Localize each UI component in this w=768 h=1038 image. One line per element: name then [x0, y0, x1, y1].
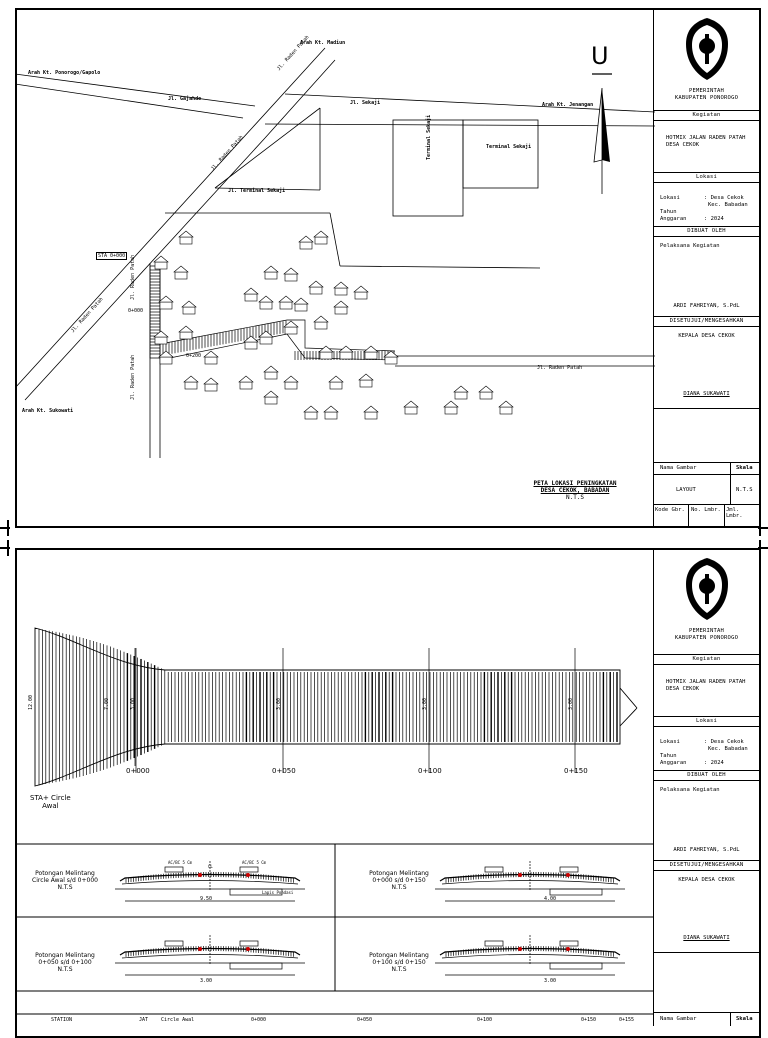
kegiatan-value — [654, 120, 759, 172]
strip-2: Circle Awal — [161, 1017, 195, 1023]
pelaksana-name: ARDI FAHRIYAN, S.PdL — [673, 303, 740, 309]
lokasi2-label: Lokasi — [660, 739, 680, 745]
north-arrow-icon — [590, 72, 614, 202]
station-0000: 0+000 — [126, 767, 150, 775]
house-icons — [154, 231, 513, 419]
building-label-terminal-1: Terminal Sekaji — [426, 114, 432, 160]
kepala-name: DIANA SUKAWATI — [683, 391, 730, 397]
tahun2-label: Tahun Anggaran — [660, 753, 687, 766]
width-mid4: 3.00 — [422, 697, 428, 710]
tahun2-val: : 2024 — [704, 760, 724, 766]
kegiatan2-line2: DESA CEKOK — [666, 686, 700, 692]
section-caption-4 — [356, 952, 442, 973]
org-name-2 — [654, 628, 759, 642]
no-lmbr-label: No. Lmbr. — [691, 507, 721, 513]
kegiatan-line1: HOTMIX JALAN RADEN PATAH — [666, 135, 746, 141]
map-title-line: PETA LOKASI PENINGKATAN — [533, 480, 617, 487]
lokasi-row2: Kec. Babadan — [708, 202, 748, 208]
empty-cell — [654, 408, 759, 462]
station-0050: 0+050 — [272, 767, 296, 775]
nama-gambar2-label: Nama Gambar — [660, 1016, 697, 1022]
strip-5: 0+100 — [477, 1017, 493, 1023]
dibuat-header: DIBUAT OLEH — [654, 226, 759, 236]
road-label-right: Jl. Raden Patah — [537, 365, 583, 371]
strip-4: 0+050 — [357, 1017, 373, 1023]
road-label-madiun: Arah Kt. Madiun — [300, 40, 346, 46]
width-mid2: 3.00 — [130, 697, 136, 710]
empty-cell-2 — [654, 952, 759, 1012]
nama-gambar-row — [654, 462, 759, 474]
width-mid1: 7.00 — [104, 697, 110, 710]
kepala2-label: KEPALA DESA CEKOK — [678, 877, 735, 883]
road-label-bottom: Jl. Raden Patah — [130, 354, 136, 400]
lokasi-value — [654, 182, 759, 226]
lokasi-val1: : Desa Cekok — [704, 195, 744, 201]
section-caption-3 — [22, 952, 108, 973]
map-scale: N.T.S — [565, 494, 585, 501]
org-line2: KABUPATEN PONOROGO — [674, 95, 739, 101]
disetujui-header-2: DISETUJUI/MENGESAHKAN — [654, 860, 759, 870]
org-line1: PEMERINTAH — [688, 88, 725, 94]
sta-circle-label — [30, 794, 71, 810]
road-label-terminal: Jl. Terminal Sekaji — [228, 188, 286, 194]
pelaksana2-label: Pelaksana Kegiatan — [660, 787, 720, 793]
road-plan-view — [15, 548, 655, 848]
kegiatan-header: Kegiatan — [654, 110, 759, 120]
road-label-rayaa: Jl. Raden Patah — [70, 296, 105, 335]
lokasi-header-2: Lokasi — [654, 716, 759, 726]
location-map — [15, 8, 655, 528]
lokasi-value-2 — [654, 726, 759, 770]
disetujui-header: DISETUJUI/MENGESAHKAN — [654, 316, 759, 326]
section-1-title: Potongan Melintang — [35, 870, 95, 877]
sta-circle-line1: STA+ Circle — [30, 794, 71, 802]
titleblock-1 — [653, 10, 759, 526]
section-tag-base: Lapis Pondasi — [262, 890, 294, 895]
section-3-dim: 3.00 — [200, 978, 213, 984]
station-label-start: STA 0+000 — [98, 253, 126, 259]
road-label-jenangan: Arah Kt. Jenangan — [542, 102, 594, 108]
kode-row — [654, 504, 759, 526]
width-left: 12.00 — [28, 694, 34, 710]
section-1-dim: 9.50 — [200, 896, 213, 902]
tahun-row — [660, 209, 759, 223]
building-label-terminal-2: Terminal Sekaji — [486, 144, 532, 150]
width-mid5: 3.00 — [568, 697, 574, 710]
kepala-label: KEPALA DESA CEKOK — [678, 333, 735, 339]
section-2-dim: 4.00 — [544, 896, 557, 902]
section-tag-left: AC/BC 5 Cm — [168, 860, 193, 865]
kegiatan-header-2: Kegiatan — [654, 654, 759, 664]
road-label-raden-patah-b: Jl. Raden Patah — [210, 134, 245, 173]
section-2-scale: N.T.S — [391, 884, 407, 891]
section-caption-2 — [356, 870, 442, 891]
tahun-label: Tahun Anggaran — [660, 209, 687, 222]
lokasi-header: Lokasi — [654, 172, 759, 182]
section-4-title: Potongan Melintang — [369, 952, 429, 959]
kode-label: Kode Gbr. — [655, 507, 685, 513]
dibuat-value — [654, 236, 759, 316]
section-tag-cl: CL — [208, 864, 213, 869]
layout-row — [654, 474, 759, 504]
section-3-title: Potongan Melintang — [35, 952, 95, 959]
section-2-sub: 0+000 s/d 0+150 — [372, 877, 426, 884]
section-1-sub: Circle Awal s/d 0+000 — [32, 877, 98, 884]
section-4-dim: 3.00 — [544, 978, 557, 984]
strip-3: 0+000 — [251, 1017, 267, 1023]
strip-0: STATION — [51, 1017, 73, 1023]
dibuat-header-2: DIBUAT OLEH — [654, 770, 759, 780]
logo-emblem-icon — [682, 16, 732, 82]
tahun2-row — [660, 753, 759, 767]
section-caption-1 — [22, 870, 108, 891]
skala-value: N.T.S — [736, 487, 753, 493]
skala-label: Skala — [736, 465, 753, 471]
width-mid3: 3.00 — [276, 697, 282, 710]
section-4-sub: 0+100 s/d 0+150 — [372, 959, 426, 966]
section-3-scale: N.T.S — [57, 966, 73, 973]
skala2-label: Skala — [736, 1016, 753, 1022]
map-subtitle: DESA CEKOK, BABADAN — [540, 487, 610, 494]
section-3-sub: 0+050 s/d 0+100 — [38, 959, 92, 966]
section-4-scale: N.T.S — [391, 966, 407, 973]
section-2-title: Potongan Melintang — [369, 870, 429, 877]
road-label-gajah: Jl. Gajahdo — [168, 96, 202, 102]
station-label-p: 0+200 — [186, 353, 202, 359]
plan-hatch-lines — [39, 629, 617, 786]
org2-line2: KABUPATEN PONOROGO — [674, 635, 739, 641]
kepala2-name: DIANA SUKAWATI — [683, 935, 730, 941]
section-tag-right: AC/BC 5 Cm — [242, 860, 267, 865]
lokasi2-row2: Kec. Babadan — [708, 746, 748, 752]
kegiatan-line2: DESA CEKOK — [666, 142, 700, 148]
sta-circle-line2: Awal — [42, 802, 59, 810]
north-label: U — [591, 42, 609, 70]
lokasi2-row — [660, 739, 759, 746]
road-label-ponorogo: Arah Kt. Ponorogo/Gapolo — [28, 70, 101, 76]
kegiatan-value-2 — [654, 664, 759, 716]
road-label-raden-patah-a: Jl. Raden Patah — [276, 34, 311, 73]
station-label-0: 0+000 — [128, 308, 144, 314]
road-label-sekar: Jl. Sekaji — [350, 100, 381, 106]
section-1-scale: N.T.S — [57, 884, 73, 891]
titleblock-2 — [653, 550, 759, 1026]
nama-gambar-label: Nama Gambar — [660, 465, 697, 471]
dibuat-value-2 — [654, 780, 759, 860]
layout-value: LAYOUT — [676, 487, 696, 493]
org2-line1: PEMERINTAH — [688, 628, 725, 634]
station-0100: 0+100 — [418, 767, 442, 775]
lokasi-row — [660, 195, 759, 202]
jml-lmbr-label: Jml. Lmbr. — [726, 507, 743, 519]
kegiatan2-line1: HOTMIX JALAN RADEN PATAH — [666, 679, 746, 685]
sheet-plan-section — [0, 540, 768, 1024]
station-0150: 0+150 — [564, 767, 588, 775]
strip-7: 0+155 — [619, 1017, 635, 1023]
disetujui-value-2 — [654, 870, 759, 952]
logo-emblem-2-icon — [682, 556, 732, 622]
strip-6: 0+150 — [581, 1017, 597, 1023]
lokasi-label: Lokasi — [660, 195, 680, 201]
cross-sections — [15, 843, 655, 1023]
road-label-mid: Jl. Raden Patah — [130, 254, 136, 300]
map-title — [520, 480, 630, 501]
pelaksana2-name: ARDI FAHRIYAN, S.PdL — [673, 847, 740, 853]
road-hatch-lines — [150, 270, 395, 360]
pelaksana-label: Pelaksana Kegiatan — [660, 243, 720, 249]
strip-1: JAT — [139, 1017, 149, 1023]
tahun-val: : 2024 — [704, 216, 724, 222]
lokasi2-val1: : Desa Cekok — [704, 739, 744, 745]
org-name — [654, 88, 759, 102]
disetujui-value — [654, 326, 759, 408]
road-label-sukowati: Arah Kt. Sukowati — [22, 408, 74, 414]
